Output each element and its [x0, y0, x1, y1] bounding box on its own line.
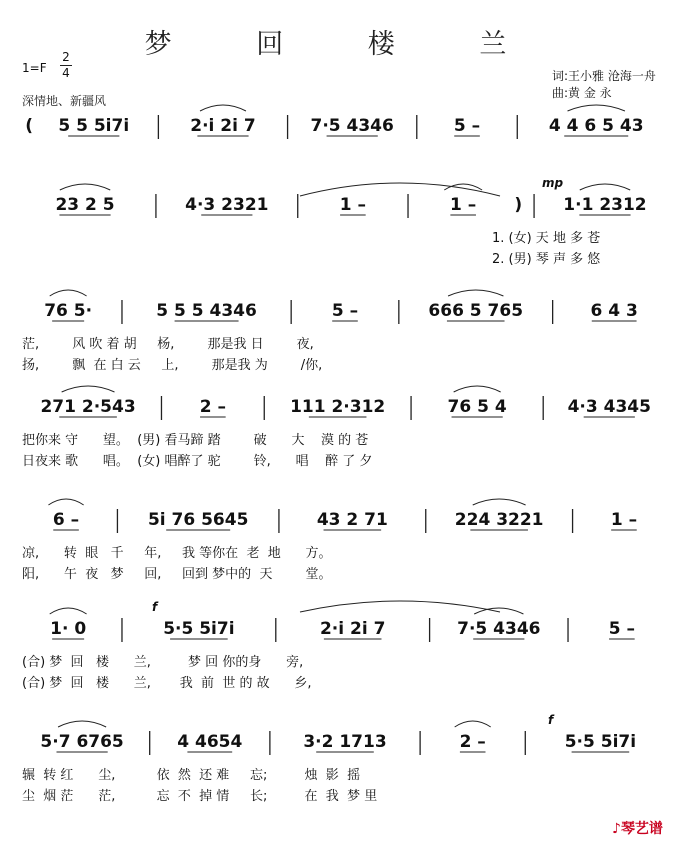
note-group: 5·5 5i7i	[564, 732, 637, 752]
note-group: )	[514, 195, 523, 215]
note-group: 23 2 5	[55, 195, 115, 215]
note-group: 2·i 2i 7	[319, 619, 386, 639]
lyric-line: 日夜来 歌 唱。 (女) 唱醉了 驼 铃, 唱 醉 了 夕	[22, 454, 373, 469]
tempo-mood: 深情地、新疆风	[22, 94, 107, 108]
slur-arc	[62, 386, 115, 392]
note-group: 1 –	[610, 510, 638, 530]
composer-credit: 曲:黄 金 永	[552, 86, 612, 100]
note-group: 4·3 2321	[185, 195, 269, 215]
lyric-line: 辗 转 红 尘, 依 然 还 难 忘; 烛 影 摇	[22, 768, 361, 783]
note-group: 76 5 4	[447, 397, 507, 417]
dynamic-mark: mp	[542, 176, 564, 190]
slur-arc	[50, 608, 87, 614]
publisher-logo	[612, 818, 663, 838]
note-group: 111 2·312	[290, 397, 386, 417]
slur-arc	[48, 499, 83, 505]
note-group: 2 –	[199, 397, 226, 417]
lyric-line: (合) 梦 回 楼 兰, 梦 回 你的身 旁,	[22, 655, 304, 670]
lyric-line: 2. (男) 琴 声 多 悠	[492, 252, 601, 267]
lyric-line: 茫, 风 吹 着 胡 杨, 那是我 日 夜,	[22, 337, 314, 352]
note-group: 4 4 6 5 43	[548, 116, 644, 136]
slur-arc	[474, 608, 523, 614]
note-group: 1·1 2312	[563, 195, 647, 215]
note-group: 5i 76 5645	[147, 510, 249, 530]
key-signature: 1=F	[22, 61, 47, 75]
note-group: 5·5 5i7i	[163, 619, 235, 639]
note-group: 7·5 4346	[457, 619, 541, 639]
lyric-line: 扬, 飘 在 白 云 上, 那是我 为 /你,	[22, 358, 323, 373]
note-group: 2 –	[459, 732, 486, 752]
note-group: 5 –	[331, 301, 359, 321]
logo-text: 琴艺谱	[620, 821, 663, 837]
lyric-line: 把你来 守 望。 (男) 看马蹄 踏 破 大 漠 的 苍	[22, 433, 369, 448]
slur-arc	[60, 184, 110, 190]
note-group: 666 5 765	[428, 301, 524, 321]
note-group: 5·7 6765	[40, 732, 124, 752]
note-group: 1 –	[339, 195, 367, 215]
note-group: 6 –	[52, 510, 80, 530]
note-group: 5 –	[453, 116, 481, 136]
note-group: 2·i 2i 7	[190, 116, 256, 136]
dynamic-mark: f	[548, 713, 554, 727]
dynamic-mark: f	[152, 600, 158, 614]
slur-arc	[200, 105, 246, 111]
note-group: 271 2·543	[40, 397, 136, 417]
note-group: 224 3221	[454, 510, 544, 530]
note-group: 4·3 4345	[567, 397, 651, 417]
note-group: 4 4654	[177, 732, 243, 752]
slur-arc	[454, 386, 501, 392]
lyric-line: 尘 烟 茫 茫, 忘 不 掉 情 长; 在 我 梦 里	[22, 789, 378, 804]
slur-arc	[568, 105, 625, 111]
slur-arc	[448, 290, 503, 296]
note-group: (	[25, 116, 34, 136]
slur-arc	[444, 184, 482, 190]
note-group: 5 5 5 4346	[156, 301, 257, 321]
lyricist-credit: 词:王小雅 沧海一舟	[552, 69, 656, 83]
logo-icon: ♪	[612, 821, 621, 837]
slur-arc	[58, 721, 106, 727]
note-group: 3·2 1713	[303, 732, 387, 752]
note-group: 43 2 71	[316, 510, 388, 530]
lyric-line: (合) 梦 回 楼 兰, 我 前 世 的 故 乡,	[22, 676, 312, 691]
note-group: 6 4 3	[590, 301, 638, 321]
note-group: 5 –	[608, 619, 635, 639]
slur-arc	[455, 721, 491, 727]
song-title: 梦 回 楼 兰	[144, 29, 545, 60]
slur-arc	[50, 290, 87, 296]
meter-top: 2	[62, 50, 70, 64]
slur-arc	[473, 499, 526, 505]
meter-bottom: 4	[60, 65, 72, 81]
note-group: 1· 0	[50, 619, 87, 639]
note-group: 1 –	[450, 195, 477, 215]
long-slur	[300, 601, 500, 612]
note-group: 5 5 5i7i	[58, 116, 130, 136]
lyric-line: 阳, 午 夜 梦 回, 回到 梦中的 天 堂。	[22, 567, 332, 582]
lyric-line: 凉, 转 眼 千 年, 我 等你在 老 地 方。	[22, 546, 332, 561]
note-group: 7·5 4346	[310, 116, 394, 136]
slur-arc	[580, 184, 630, 190]
note-group: 76 5·	[44, 301, 93, 321]
lyric-line: 1. (女) 天 地 多 苍	[492, 231, 601, 246]
